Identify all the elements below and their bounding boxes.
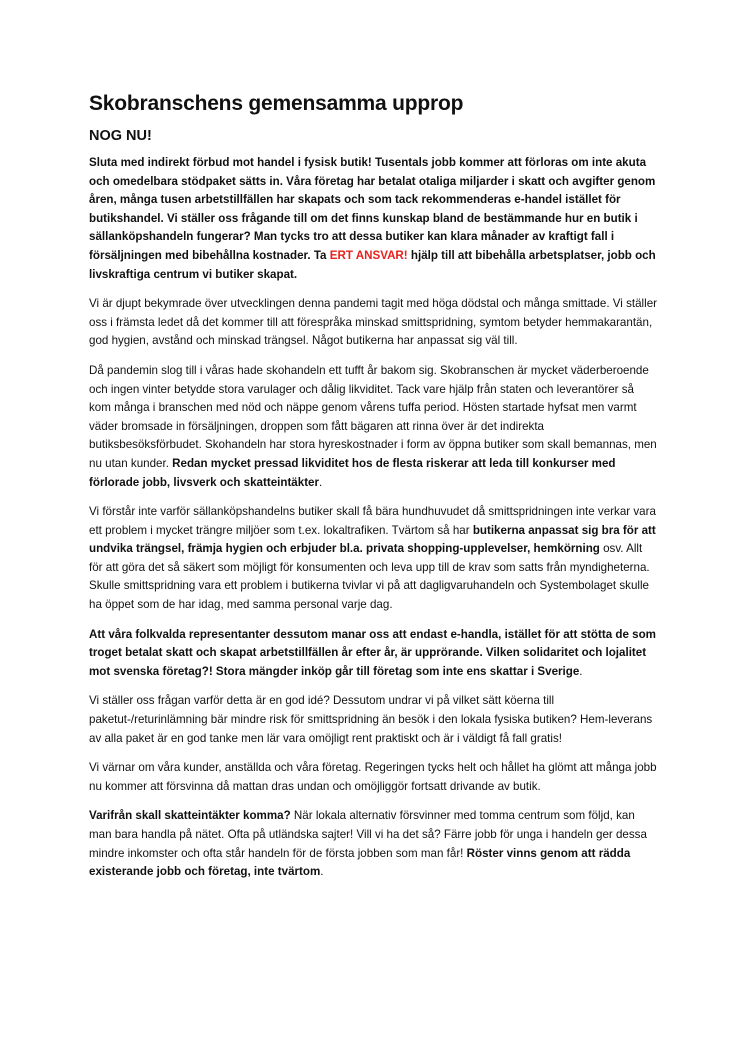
- shoe-trade-bold: Redan mycket pressad likviditet hos de flesta riskerar att leda till konkurser med förlorade jobb, livsverk och skatteintäkter: [89, 456, 616, 489]
- shoe-trade-end: .: [319, 475, 323, 489]
- retail-text: Vi förstår inte varför sällanköpshandelns butiker skall få bära hundhuvudet då smittspridningen inte verkar vara ett problem i mycket trängre miljöer som t.ex. lokaltrafiken. Tvärtom så har: [89, 505, 656, 537]
- paragraph-customers: Vi värnar om våra kunder, anställda och våra företag. Regeringen tycks helt och hållet ha glömt att många jobb nu kommer att försvinna då mattan dras undan och omöjliggör fortsatt drivande av butik.: [89, 761, 657, 793]
- tax-end: .: [320, 865, 324, 879]
- representatives-bold: Att våra folkvalda representanter dessutom manar oss att endast e-handla, istället för att stötta de som troget betalat skatt och skapat arbetstillfällen år efter år, är upprörande. Vilken solidaritet och lojalitet mot svenska företag?! Stora mängder inköp går till företag som inte ens skattar i Sverige: [89, 627, 656, 678]
- paragraph-shoe-trade: [89, 362, 658, 492]
- paragraph-retail-stores: [89, 503, 658, 615]
- retail-bold: butikerna anpassat sig bra för att undvika trängsel, främja hygien och erbjuder bl.a. privata shopping-upplevelser, hemkörning: [89, 523, 656, 556]
- shoe-trade-text: Då pandemin slog till i våras hade skohandeln ett tufft år bakom sig. Skobranschen är mycket väderberoende och ingen vinter betydde stora varulager och dålig likviditet. Tack vare hjälp från staten och leverantörer så kom många i branschen med nöd och näppe genom vårens tuffa period. Hösten startade hyfsat men varmt väder bromsade in försäljningen, droppen som fått bägaren att rinna över är det indirekta butiksbesöksförbudet. Skohandeln har stora hyreskostnader i form av öppna butiker som skall bemannas, men nu utan kunder.: [89, 363, 657, 470]
- representatives-end: .: [579, 664, 583, 678]
- paragraph-question: Vi ställer oss frågan varför detta är en god idé? Dessutom undrar vi på vilket sätt köerna till paketut-/returinlämning bär mindre risk för smittspridning än besök i den lokala fysiska butiken? Hem-leverans av alla paket är en god tanke men lär vara omöjligt rent praktiskt och är i väldigt få fall gratis!: [89, 694, 653, 745]
- retail-end: osv. Allt för att göra det så säkert som möjligt för konsumenten och leva upp till de krav som satts från myndigheterna. Skulle smittspridning vara ett problem i butikerna tvivlar vi på att dagligvaruhandeln och Systembolaget skulle ha öppet som de har idag, med samma personal varje dag.: [89, 542, 650, 612]
- paragraph-pandemic: Vi är djupt bekymrade över utvecklingen denna pandemi tagit med höga dödstal och många smittade. Vi ställer oss i främsta ledet då det kommer till att förespråka minskad smittspridning, symtom betyder hemmakarantän, god hygien, avstånd och minskad trängsel. Något butikerna har anpassat sig väl till.: [89, 297, 658, 348]
- tax-question: Varifrån skall skatteintäkter komma?: [89, 809, 291, 823]
- paragraph-representatives: [89, 626, 658, 682]
- intro-text-end: hjälp till att bibehålla arbetsplatser, jobb och livskraftiga centrum vi butiker skapat.: [89, 248, 656, 281]
- intro-text: Sluta med indirekt förbud mot handel i fysisk butik! Tusentals jobb kommer att förloras om inte akuta och omedelbara stödpaket sätts in. Våra företag har betalat otaliga miljarder i skatt och avgifter genom åren, många tusen arbetstillfällen har skapats och som tack rekommenderas e-handel istället för butikshandel. Vi ställer oss frågande till om det finns kunskap bland de bestämmande hur en butik i sällanköpshandeln fungerar? Man tycks tro att dessa butiker kan klara månader av kraftigt fall i försäljningen med bibehållna kostnader. Ta: [89, 156, 656, 262]
- document-subtitle: NOG NU!: [89, 128, 152, 144]
- intro-highlight: ERT ANSVAR!: [329, 248, 408, 262]
- tax-bold-closing: Röster vinns genom att rädda existerande jobb och företag, inte tvärtom: [89, 846, 631, 879]
- tax-text: När lokala alternativ försvinner med tomma centrum som följd, kan man bara handla på nätet. Ofta på utländska sajter! Vill vi ha det så? Färre jobb för unga i handeln ger dessa mindre inkomster och ofta står handeln för de första jobben som man får!: [89, 809, 647, 860]
- paragraph-intro: [89, 154, 658, 284]
- paragraph-tax-revenue: [89, 807, 658, 881]
- document-title: Skobranschens gemensamma upprop: [89, 92, 464, 115]
